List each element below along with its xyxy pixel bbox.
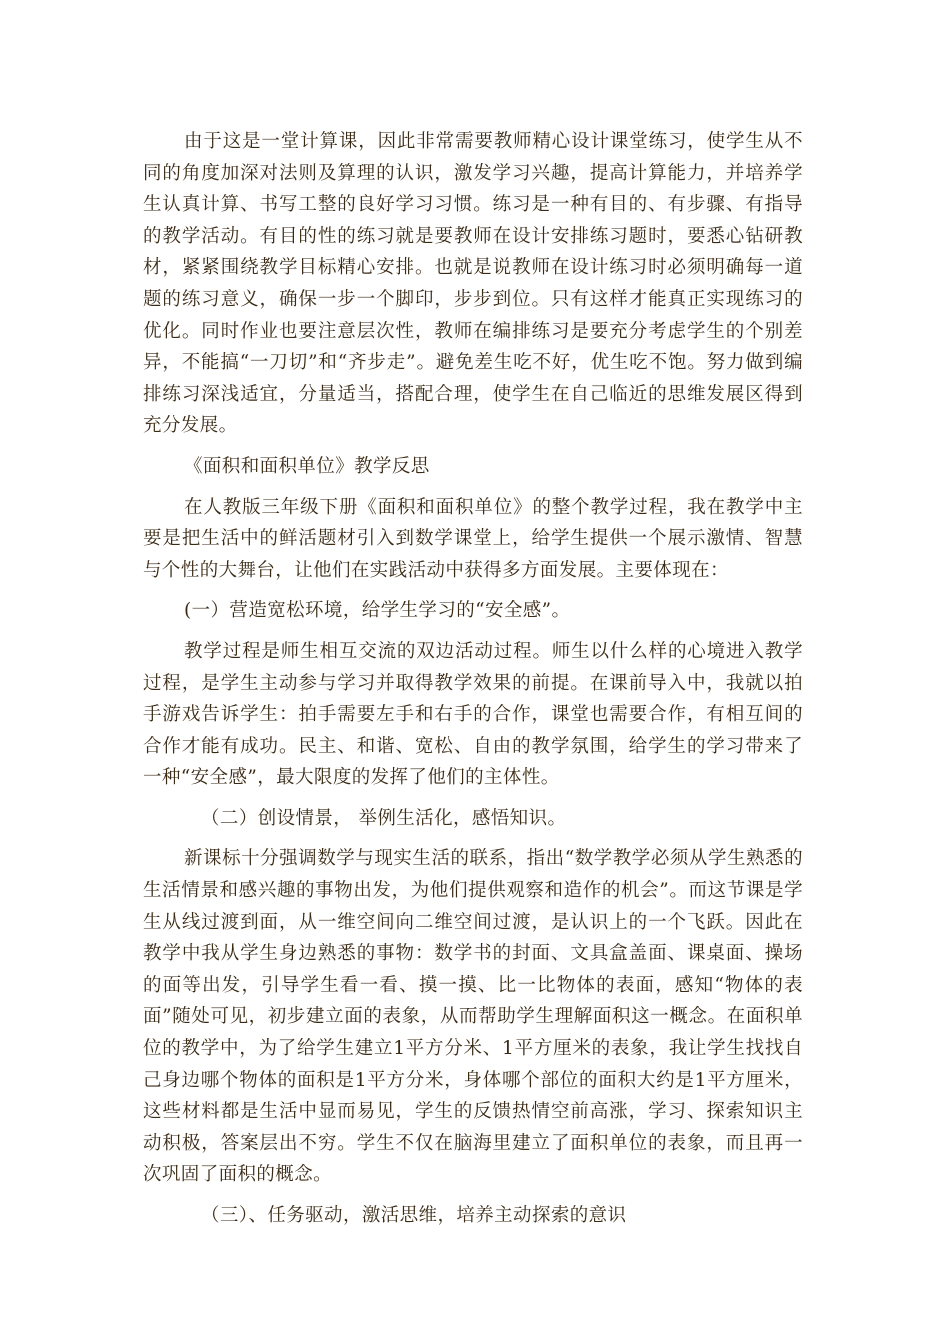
body-paragraph-environment: 教学过程是师生相互交流的双边活动过程。师生以什么样的心境进入教学过程，是学生主动参与学习并取得教学效果的前提。在课前导入中，我就以拍手游戏告诉学生：拍手需要左手和右手的合作，课堂也需要合作，有相互间的合作才能有成功。民主、和谐、宽松、自由的教学氛围，给学生的学习带来了一种“安全感”，最大限度的发挥了他们的主体性。 [143,640,803,789]
body-paragraph-intro: 在人教版三年级下册《面积和面积单位》的整个教学过程，我在教学中主要是把生活中的鲜活题材引入到数学课堂上，给学生提供一个展示激情、智慧与个性的大舞台，让他们在实践活动中获得多方面发展。主要体现在： [143,496,803,581]
body-paragraph-exercise-design: 由于这是一堂计算课，因此非常需要教师精心设计课堂练习，使学生从不同的角度加深对法则及算理的认识，激发学习兴趣，提高计算能力，并培养学生认真计算、书写工整的良好学习习惯。练习是一种有目的、有步骤、有指导的教学活动。有目的性的练习就是要教师在设计安排练习题时，要悉心钻研教材，紧紧围绕教学目标精心安排。也就是说教师在设计练习时必须明确每一道题的练习意义，确保一步一个脚印，步步到位。只有这样才能真正实现练习的优化。同时作业也要注意层次性，教师在编排练习是要充分考虑学生的个别差异，不能搞“一刀切”和“齐步走”。避免差生吃不好，优生吃不饱。努力做到编排练习深浅适宜，分量适当，搭配合理，使学生在自己临近的思维发展区得到充分发展。 [143,131,803,437]
subheading-one: (一）营造宽松环境，给学生学习的“安全感”。 [184,600,571,622]
body-paragraph-life-examples: 新课标十分强调数学与现实生活的联系，指出“数学教学必须从学生熟悉的生活情景和感兴趣的事物出发，为他们提供观察和造作的机会”。而这节课是学生从线过渡到面，从一维空间向二维空间过渡，是认识上的一个飞跃。因此在教学中我从学生身边熟悉的事物：数学书的封面、文具盒盖面、课桌面、操场的面等出发，引导学生看一看、摸一摸、比一比物体的表面，感知“物体的表面”随处可见，初步建立面的表象，从而帮助学生理解面积这一概念。在面积单位的教学中，为了给学生建立1平方分米、1平方厘米的表象，我让学生找找自己身边哪个物体的面积是1平方分米，身体哪个部位的面积大约是1平方厘米，这些材料都是生活中显而易见，学生的反馈热情空前高涨，学习、探索知识主动积极，答案层出不穷。学生不仅在脑海里建立了面积单位的表象，而且再一次巩固了面积的概念。 [143,848,803,1186]
section-title: 《面积和面积单位》教学反思 [184,455,430,477]
subheading-two: （二）创设情景， 举例生活化，感悟知识。 [201,807,567,829]
document-page [143,126,803,1241]
subheading-three: （三）、任务驱动，激活思维，培养主动探索的意识 [201,1205,627,1226]
